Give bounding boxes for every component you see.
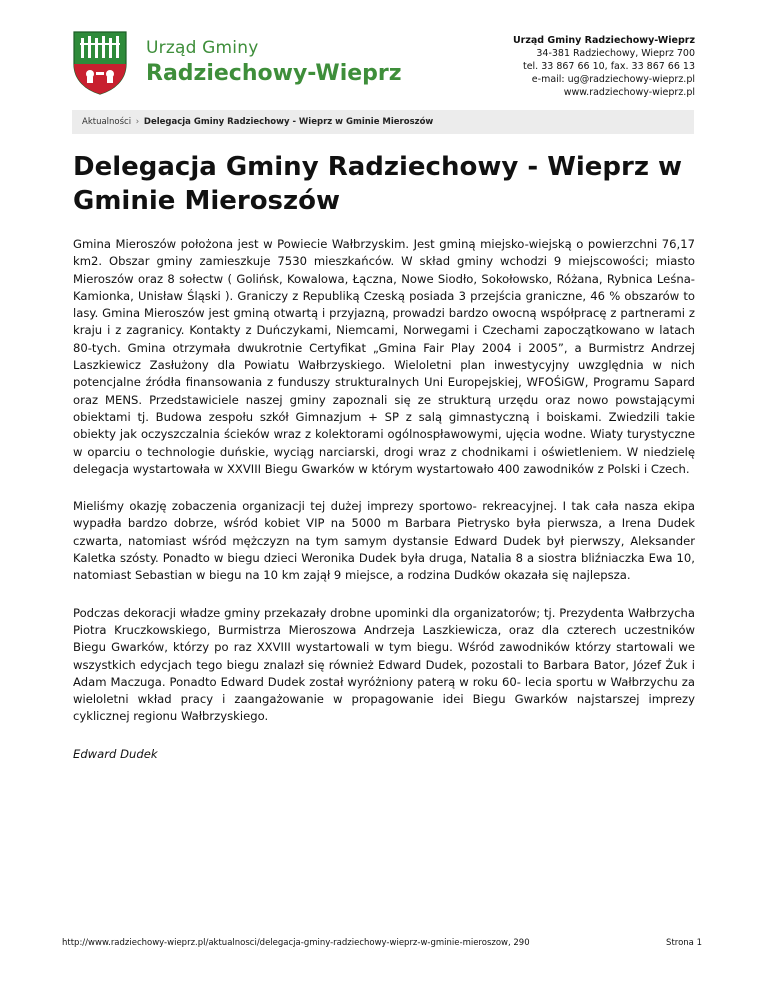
contact-phone: tel. 33 867 66 10, fax. 33 867 66 13 — [522, 61, 695, 72]
breadcrumb-separator: › — [135, 117, 140, 127]
article-paragraph-1: Gmina Mieroszów położona jest w Powiecie Wałbrzyskim. Jest gminą miejsko-wiejską o powierzchni 76,17 km2. Obszar gminy zamieszkuje 7530 mieszkańców. W skład gminy wchodzi 9 miejscowości; miasto Mieroszów oraz 8 sołectw ( Golińsk, Kowalowa, Łączna, Nowe Siodło, Sokołowsko, Różana, Rybnica Leśna-Kamionka, Unisław Śląski ). Graniczy z Republiką Czeską posiada 3 przejścia graniczne, 46 % obszarów to lasy. Gmina Mieroszów jest gminą otwartą i przyjazną, prowadzi bardzo owocną współpracę z partnerami z kraju i z zagranicy. Kontakty z Duńczykami, Niemcami, Norwegami i Czechami zapoczątkowano w latach 80-tych. Gmina otrzymała dwukrotnie Certyfikat „Gmina Fair Play 2004 i 2005”, a Burmistrz Andrzej Laszkiewicz Zasłużony dla Powiatu Wałbrzyskiego. Wieloletni plan inwestycyjny uwzględnia w nich potencjalne źródła finansowania z funduszy strukturalnych Uni Europejskiej, WFOŚiGW, Programu Sapard oraz MENS. Przedstawiciele naszej gminy zapoznali się ze strukturą urzędu oraz nowo powstającymi obiektami tj. Budowa zespołu szkół Gimnazjum + SP z salą gimnastyczną i boiskami. Zwiedzili takie obiekty jak oczyszczalnia ścieków wraz z kolektorami ogólnospławowymi, ujęcia wodne. Wiaty turystyczne w oparciu o technologie duńskie, wyciąg narciarski, drogi wraz z chodnikami i oświetleniem. W niedzielę delegacja wystartowała w XXVIII Biegu Gwarków w którym wystartowało 400 zawodników z Polski i Czech. — [73, 237, 695, 476]
breadcrumb — [72, 110, 694, 134]
shield-icon — [72, 30, 128, 96]
footer-page-number: Strona 1 — [666, 938, 702, 948]
breadcrumb-parent-link[interactable]: Aktualności — [82, 117, 132, 127]
coat-of-arms-logo[interactable] — [72, 30, 128, 96]
breadcrumb-current: Delegacja Gminy Radziechowy - Wieprz w Gminie Mieroszów — [143, 117, 434, 127]
article-paragraph-2: Mieliśmy okazję zobaczenia organizacji tej dużej imprezy sportowo- rekreacyjnej. I tak cała nasza ekipa wypadła bardzo dobrze, wśród kobiet VIP na 5000 m Barbara Pietrysko była pierwsza, a Irena Dudek czwarta, natomiast wśród mężczyzn na tym samym dystansie Edward Dudek był pierwszy, Aleksander Kaletka szósty. Ponadto w biegu dzieci Weronika Dudek była druga, Natalia 8 a siostra bliźniaczka Ewa 10, natomiast Sebastian w biegu na 10 km zajął 9 miejsce, a rodzina Dudków okazała się najlepsza. — [73, 499, 695, 583]
brand-line-1: Urząd Gminy — [146, 38, 259, 58]
brand-line-2: Radziechowy-Wieprz — [146, 61, 402, 86]
brand-name[interactable] — [146, 38, 402, 88]
article-paragraph-3: Podczas dekoracji władze gminy przekazały drobne upominki dla organizatorów; tj. Prezydenta Wałbrzycha Piotra Kruczkowskiego, Burmistrza Mieroszowa Andrzeja Laszkiewicza, oraz dla czterech uczestników Biegu Gwarków, którzy po raz XXVIII wystartowali w tym biegu. Wśród zawodników którzy startowali we wszystkich edycjach tego biegu znalazł się również Edward Dudek, pozostali to Barbara Bator, Józef Żuk i Adam Maczuga. Ponadto Edward Dudek został wyróżniony paterą w roku 60- lecia sportu w Wałbrzychu za wieloletni wkład pracy i zaangażowanie w propagowanie idei Biegu Gwarków najstarszej imprezy cyklicznej regionu Wałbrzyskiego. — [73, 605, 695, 724]
footer-url[interactable]: http://www.radziechowy-wieprz.pl/aktualnosci/delegacja-gminy-radziechowy-wieprz-w-gminie-mieroszow, 290 — [62, 938, 530, 948]
page-title: Delegacja Gminy Radziechowy - Wieprz w Gminie Mieroszów — [73, 152, 683, 216]
contact-address: 34-381 Radziechowy, Wieprz 700 — [536, 48, 695, 59]
contact-org: Urząd Gminy Radziechowy-Wieprz — [512, 35, 695, 46]
article-author: Edward Dudek — [73, 746, 158, 761]
contact-website[interactable]: www.radziechowy-wieprz.pl — [563, 87, 695, 98]
contact-email[interactable]: e-mail: ug@radziechowy-wieprz.pl — [531, 74, 695, 85]
page-header — [0, 0, 768, 110]
article-body — [73, 236, 695, 783]
contact-block — [513, 34, 695, 99]
